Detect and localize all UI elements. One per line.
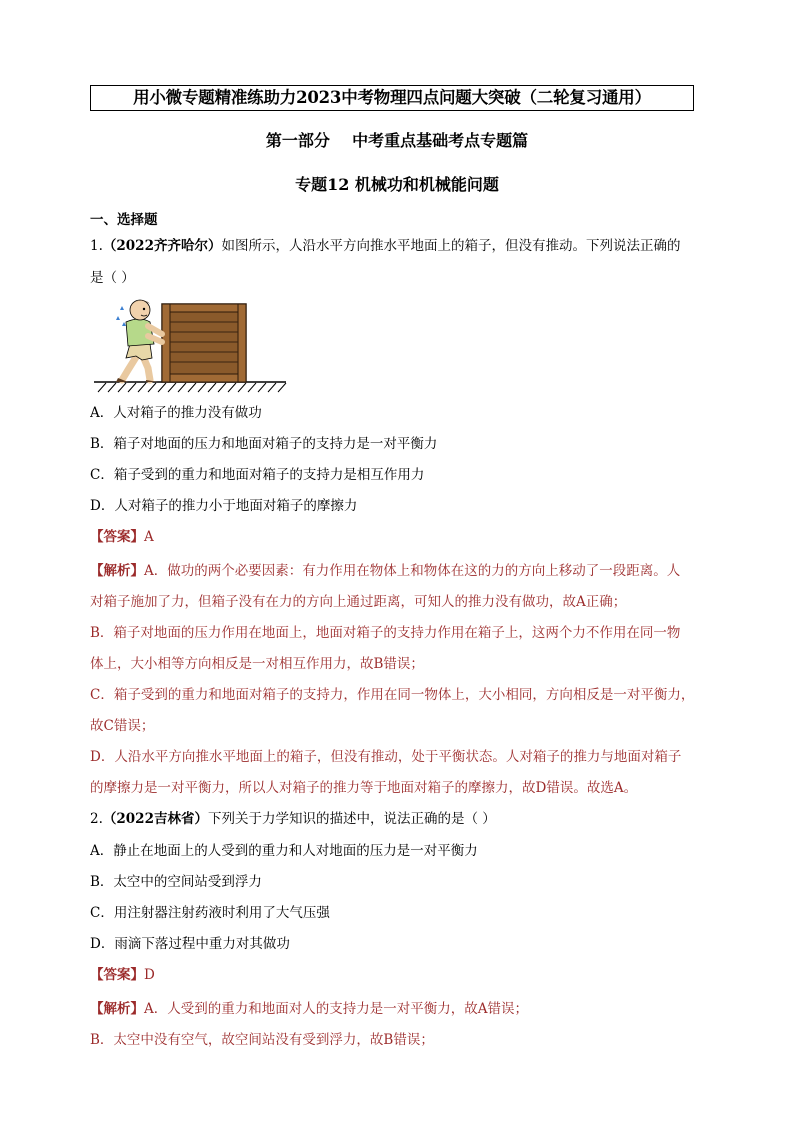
q2-option-a: A．静止在地面上的人受到的重力和人对地面的压力是一对平衡力	[90, 843, 478, 859]
q1-answer-label: 【答案】	[90, 529, 144, 545]
q2-analysis-line-1	[90, 999, 706, 1019]
series-banner: 用小微专题精准练助力2023中考物理四点问题大突破（二轮复习通用）	[90, 85, 694, 111]
q1-analysis-line-6: 故C错误；	[90, 718, 155, 734]
q2-option-c: C．用注射器注射药液时利用了大气压强	[90, 905, 330, 921]
q1-stem-text: 如图所示，人沿水平方向推水平地面上的箱子，但没有推动。下列说法正确的	[221, 238, 681, 254]
q1-analysis-line-2: 对箱子施加了力，但箱子没有在力的方向上通过距离，可知人的推力没有做功，故A正确；	[90, 594, 627, 610]
q1-analysis-line-3: B．箱子对地面的压力作用在地面上，地面对箱子的支持力作用在箱子上，这两个力不作用在同一物	[90, 625, 681, 641]
q2-number: 2.	[90, 811, 103, 827]
q1-option-d: D．人对箱子的推力小于地面对箱子的摩擦力	[90, 498, 358, 514]
q2-analysis-label: 【解析】	[90, 1001, 144, 1017]
part-title: 第一部分 中考重点基础考点专题篇	[265, 131, 529, 150]
q1-analysis-text-1: A．做功的两个必要因素：有力作用在物体上和物体在这的力的方向上移动了一段距离。人	[144, 563, 681, 579]
q1-stem-line-2: 是（ ）	[90, 270, 135, 286]
q1-stem-line-1	[90, 236, 706, 256]
q1-answer-value: A	[144, 529, 154, 545]
q1-source: （2022齐齐哈尔）	[102, 238, 222, 254]
q2-stem-text: 下列关于力学知识的描述中，说法正确的是（ ）	[207, 811, 496, 827]
q1-answer	[90, 527, 706, 547]
q1-option-c: C．箱子受到的重力和地面对箱子的支持力是相互作用力	[90, 467, 425, 483]
q1-analysis-label: 【解析】	[90, 563, 144, 579]
q1-analysis-line-5: C．箱子受到的重力和地面对箱子的支持力，作用在同一物体上，大小相同，方向相反是一对平衡力，	[90, 687, 695, 703]
q1-analysis-line-8: 的摩擦力是一对平衡力，所以人对箱子的推力等于地面对箱子的摩擦力，故D错误。故选A。	[90, 780, 638, 796]
q2-analysis-text-1: A．人受到的重力和地面对人的支持力是一对平衡力，故A错误；	[144, 1001, 528, 1017]
q1-option-a: A．人对箱子的推力没有做功	[90, 405, 262, 421]
q2-analysis-line-2: B．太空中没有空气，故空间站没有受到浮力，故B错误；	[90, 1032, 434, 1048]
q2-answer	[90, 965, 706, 985]
q2-option-b: B．太空中的空间站受到浮力	[90, 874, 262, 890]
q1-analysis-line-7: D．人沿水平方向推水平地面上的箱子，但没有推动，处于平衡状态。人对箱子的推力与地面对箱子	[90, 749, 682, 765]
q2-stem-line-1	[90, 809, 706, 829]
q1-number: 1.	[90, 238, 103, 254]
q2-source: （2022吉林省）	[102, 811, 208, 827]
section-heading: 一、选择题	[90, 212, 158, 228]
q2-answer-value: D	[144, 967, 155, 983]
q2-answer-label: 【答案】	[90, 967, 144, 983]
q1-option-b: B．箱子对地面的压力和地面对箱子的支持力是一对平衡力	[90, 436, 438, 452]
q1-analysis-line-4: 体上，大小相等方向相反是一对相互作用力，故B错误；	[90, 656, 424, 672]
person-pushing-crate-illustration	[92, 296, 288, 394]
q2-option-d: D．雨滴下落过程中重力对其做功	[90, 936, 290, 952]
q1-analysis-line-1	[90, 561, 706, 581]
topic-title: 专题12 机械功和机械能问题	[295, 175, 499, 194]
